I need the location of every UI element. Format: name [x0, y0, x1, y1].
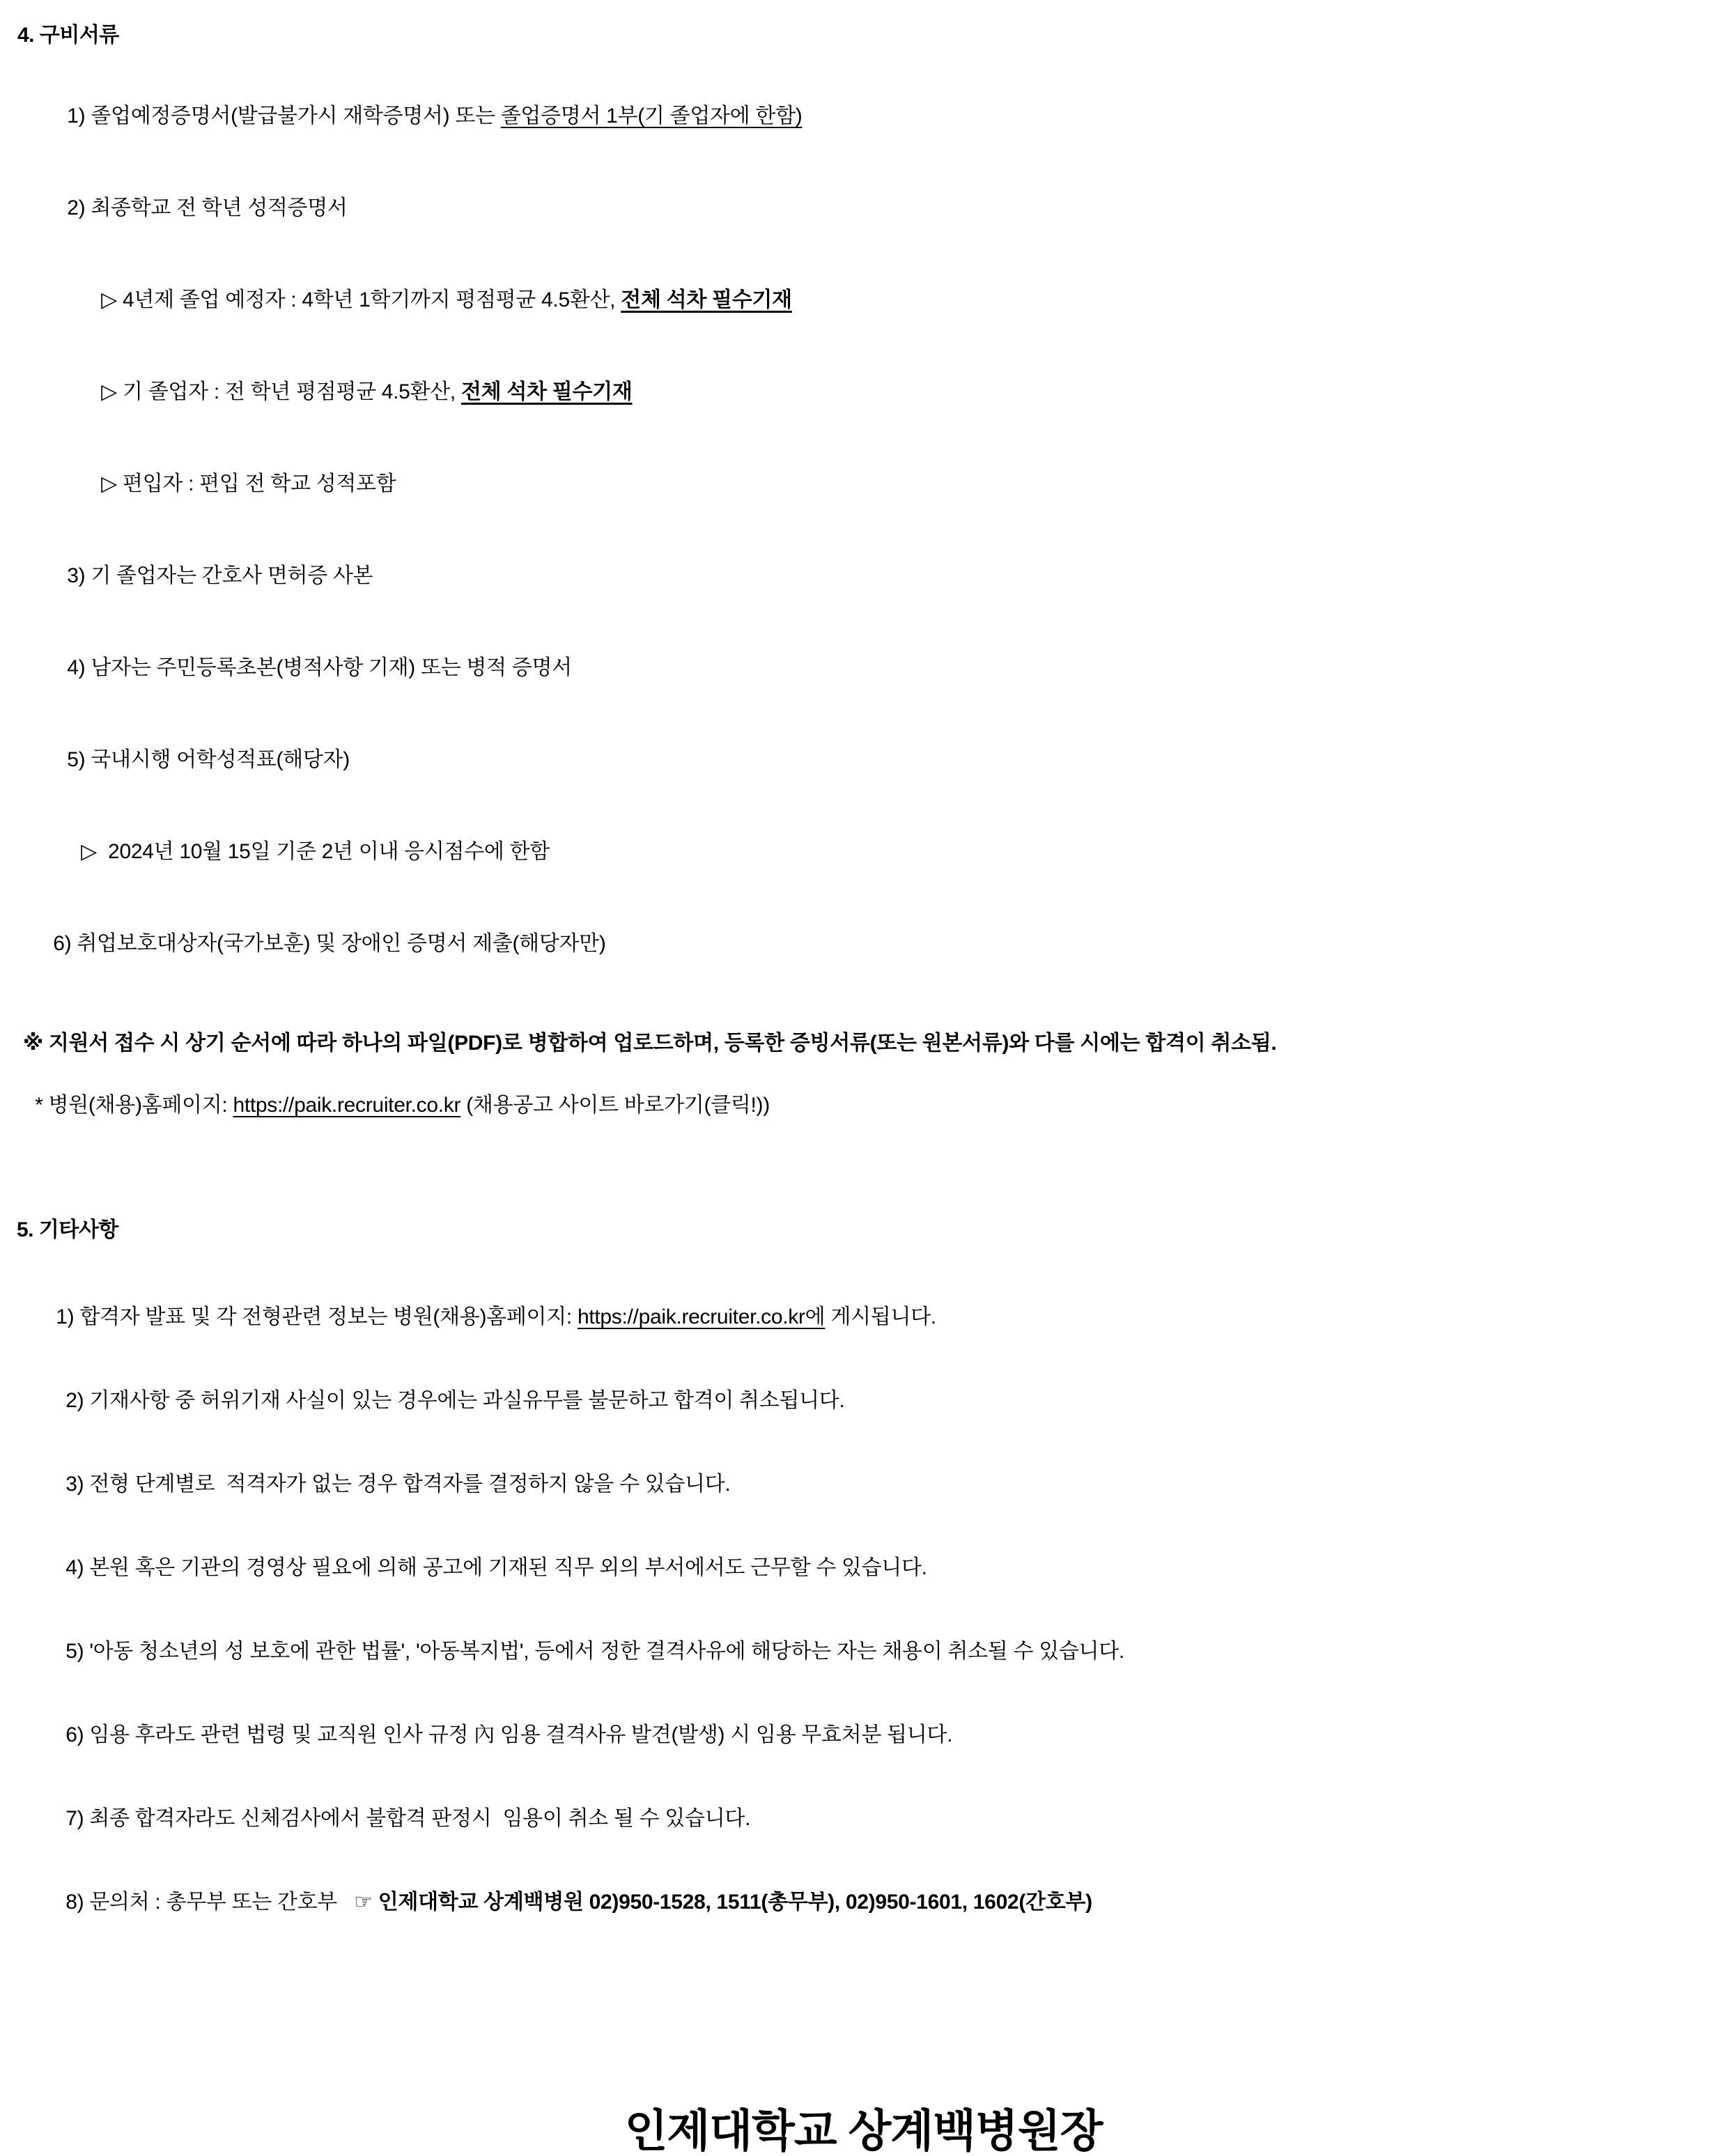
item-text: 3) 전형 단계별로 적격자가 없는 경우 합격자를 결정하지 않을 수 있습니다.	[65, 1473, 731, 1496]
list-item-employment-protection	[20, 908, 1727, 979]
item-text: 7) 최종 합격자라도 신체검사에서 불합격 판정시 임용이 취소 될 수 있습니다.	[65, 1807, 751, 1830]
item-text-bold-underlined: 전체 석차 필수기재	[460, 380, 633, 403]
list-item-contact-info	[32, 1867, 1727, 1938]
list-item-disqualification-laws	[32, 1616, 1727, 1687]
item-text: 1) 합격자 발표 및 각 전형관련 정보는 병원(채용)홈페이지:	[56, 1305, 578, 1328]
pointing-hand-icon: ☞	[354, 1891, 378, 1914]
section4-required-docs-list	[0, 81, 1727, 979]
item-text: 3) 기 졸업자는 간호사 면허증 사본	[67, 564, 373, 587]
list-item-no-qualified-candidate	[32, 1449, 1727, 1520]
list-item-department-assignment	[32, 1533, 1727, 1604]
item-text: 6) 임용 후라도 관련 법령 및 교직원 인사 규정 內 임용 결격사유 발견(발생) 시 임용 무효처분 됩니다.	[65, 1723, 953, 1746]
list-subitem-score-validity	[47, 816, 1727, 887]
item-text: ▷ 2024년 10월 15일 기준 2년 이내 응시점수에 한함	[81, 840, 550, 863]
item-text: 1) 졸업예정증명서(발급불가시 재학증명서) 또는	[67, 104, 501, 127]
recruit-homepage-link[interactable]: https://paik.recruiter.co.kr에	[577, 1305, 826, 1328]
item-text-bold-underlined: 전체 석차 필수기재	[621, 288, 792, 311]
item-text: 5) '아동 청소년의 성 보호에 관한 법률', '아동복지법', 등에서 정한 결격사유에 해당하는 자는 채용이 취소될 수 있습니다.	[65, 1640, 1124, 1663]
list-subitem-expected-graduate	[68, 265, 1727, 336]
item-text: ▷ 편입자 : 편입 전 학교 성적포함	[101, 472, 396, 495]
item-text: 게시됩니다.	[825, 1305, 936, 1328]
list-subitem-graduate	[68, 357, 1727, 428]
list-item-appointment-nullification	[32, 1700, 1727, 1771]
list-item-military-record	[33, 633, 1727, 704]
item-text: 4) 본원 혹은 기관의 경영상 필요에 의해 공고에 기재된 직무 외의 부서에서도 근무할 수 있습니다.	[65, 1556, 927, 1579]
item-text: ▷ 기 졸업자 : 전 학년 평점평균 4.5환산,	[101, 380, 461, 403]
homepage-suffix: (채용공고 사이트 바로가기(클릭!))	[460, 1094, 770, 1117]
list-item-false-statement	[32, 1365, 1727, 1436]
contact-phone-numbers: 인제대학교 상계백병원 02)950-1528, 1511(총무부), 02)950-1601, 1602(간호부)	[378, 1891, 1092, 1914]
item-text: 6) 취업보호대상자(국가보훈) 및 장애인 증명서 제출(해당자만)	[53, 932, 606, 955]
item-text: 4) 남자는 주민등록초본(병적사항 기재) 또는 병적 증명서	[67, 656, 572, 679]
issuer-signature: 인제대학교 상계백병원장	[624, 2106, 1103, 2156]
item-text: 8) 문의처 : 총무부 또는 간호부	[65, 1891, 355, 1914]
recruit-homepage-link[interactable]: https://paik.recruiter.co.kr	[233, 1094, 461, 1117]
item-text: 2) 기재사항 중 허위기재 사실이 있는 경우에는 과실유무를 불문하고 합격이 취소됩니다.	[65, 1389, 845, 1412]
upload-note: ※ 지원서 접수 시 상기 순서에 따라 하나의 파일(PDF)로 병합하여 업로드하며, 등록한 증빙서류(또는 원본서류)와 다를 시에는 합격이 취소됨.	[23, 1032, 1277, 1055]
item-text: 2) 최종학교 전 학년 성적증명서	[67, 196, 348, 219]
section4-heading: 4. 구비서류	[17, 24, 119, 47]
list-item-announcement-posting	[22, 1282, 1727, 1353]
list-subitem-transfer-student	[68, 449, 1727, 520]
homepage-label: * 병원(채용)홈페이지:	[35, 1094, 233, 1117]
item-text: ▷ 4년제 졸업 예정자 : 4학년 1학기까지 평점평균 4.5환산,	[101, 288, 621, 311]
list-item-physical-exam	[32, 1783, 1727, 1854]
section5-other-matters-list	[0, 1282, 1727, 1938]
item-text-underlined: 졸업증명서 1부(기 졸업자에 한함)	[500, 104, 803, 127]
notice-document	[0, 24, 1727, 2156]
list-item-language-score	[33, 724, 1727, 796]
list-item-nurse-license	[33, 541, 1727, 612]
list-item-transcript	[33, 173, 1727, 244]
list-item-graduation-certificate	[33, 81, 1727, 152]
homepage-line	[13, 1070, 1727, 1141]
section5-heading: 5. 기타사항	[17, 1218, 118, 1241]
item-text: 5) 국내시행 어학성적표(해당자)	[67, 748, 350, 771]
